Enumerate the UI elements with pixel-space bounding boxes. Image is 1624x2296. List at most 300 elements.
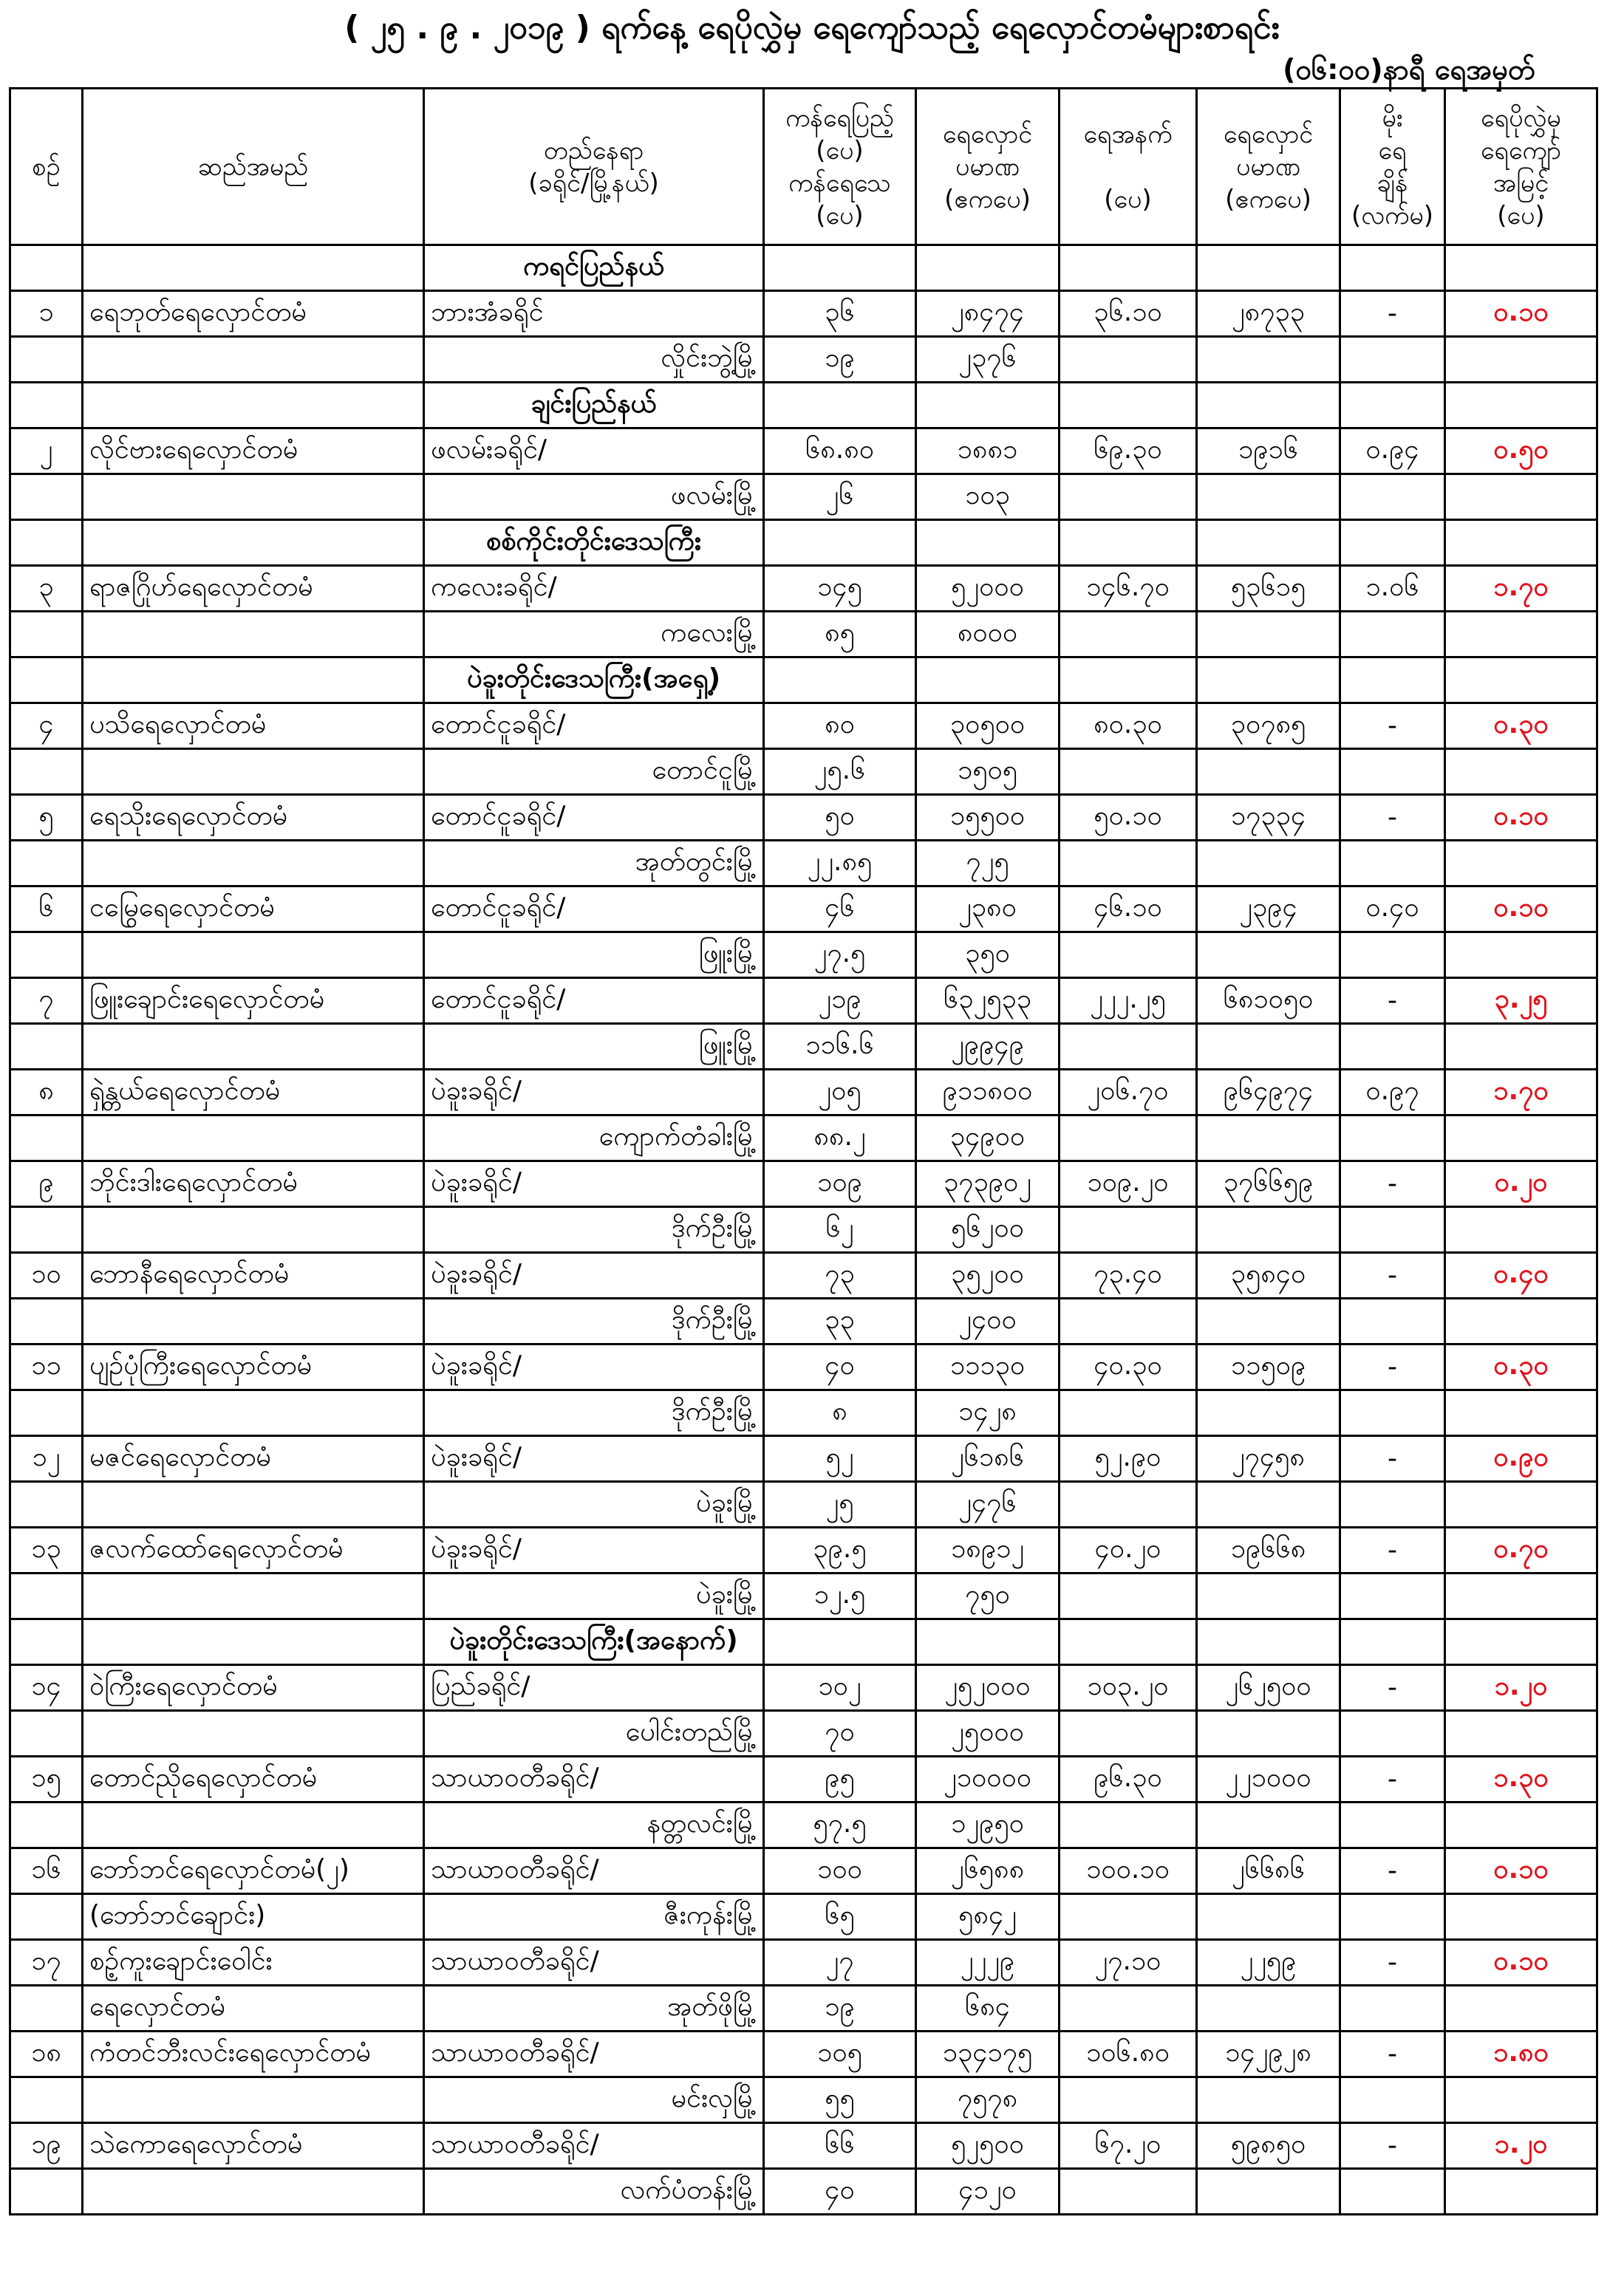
cell-current-volume: ၂၂၁၀၀၀ [1197, 1757, 1340, 1803]
cell-spill-height: ၀.၃၀ [1445, 703, 1597, 749]
cell-dam-name [83, 1024, 424, 1070]
empty-cell [1445, 657, 1597, 703]
cell-location: သာယာဝတီခရိုင်/ [424, 1757, 764, 1803]
empty-cell [83, 1619, 424, 1665]
cell-location: ပဲခူးခရိုင်/ [424, 1161, 764, 1207]
dam-row [10, 566, 1597, 612]
cell-current-level: ၄၆.၁၀ [1060, 886, 1197, 932]
cell-spill-height: ၀.၉၀ [1445, 1436, 1597, 1482]
empty-cell [10, 245, 83, 291]
cell-design-volume: ၄၁၂၀ [916, 2169, 1060, 2215]
cell-rainfall [1340, 1024, 1445, 1070]
cell-no: ၁၆ [10, 1848, 83, 1894]
cell-design-level: ၃၉.၅ [764, 1528, 916, 1574]
cell-rainfall: - [1340, 291, 1445, 337]
cell-dam-name [83, 2077, 424, 2123]
cell-current-volume [1197, 932, 1340, 978]
cell-spill-height [1445, 749, 1597, 795]
cell-design-level: ၂၅ [764, 1482, 916, 1528]
cell-dam-name [83, 337, 424, 383]
empty-cell [1197, 657, 1340, 703]
cell-design-volume: ၃၇၃၉၀၂ [916, 1161, 1060, 1207]
cell-current-volume: ၂၇၄၅၈ [1197, 1436, 1340, 1482]
cell-dam-name: မဇင်ရေလှောင်တမံ [83, 1436, 424, 1482]
table-body [10, 245, 1597, 2215]
empty-cell [10, 520, 83, 566]
cell-design-level: ၁၉ [764, 1986, 916, 2032]
cell-location: ပဲခူးခရိုင်/ [424, 1345, 764, 1390]
cell-spill-height [1445, 612, 1597, 657]
reading-time: (၀၆:၀၀)နာရီ ရေအမှတ် [1283, 53, 1535, 86]
cell-design-volume: ၈၀၀၀ [916, 612, 1060, 657]
cell-rainfall: - [1340, 1528, 1445, 1574]
cell-current-level: ၂၇.၁၀ [1060, 1940, 1197, 1986]
cell-rainfall [1340, 1986, 1445, 2032]
cell-current-level [1060, 474, 1197, 520]
region-header-row [10, 1619, 1597, 1665]
cell-design-volume: ၂၁၀၀၀၀ [916, 1757, 1060, 1803]
header-no: စဉ် [10, 89, 83, 245]
empty-cell [1197, 520, 1340, 566]
cell-design-volume: ၁၄၂၈ [916, 1390, 1060, 1436]
cell-current-volume [1197, 841, 1340, 886]
dam-detail-row [10, 1390, 1597, 1436]
cell-spill-height [1445, 1894, 1597, 1940]
cell-design-level: ၇၃ [764, 1253, 916, 1299]
cell-dam-name [83, 1390, 424, 1436]
cell-current-level: ၈၀.၃၀ [1060, 703, 1197, 749]
cell-current-volume [1197, 1711, 1340, 1757]
cell-design-level: ၁၁၆.၆ [764, 1024, 916, 1070]
cell-current-volume: ၂၂၅၉ [1197, 1940, 1340, 1986]
cell-rainfall: - [1340, 1665, 1445, 1711]
table-header [10, 89, 1597, 245]
cell-current-level: ၁၀၆.၈၀ [1060, 2032, 1197, 2077]
cell-no [10, 1024, 83, 1070]
cell-no [10, 474, 83, 520]
cell-current-volume [1197, 1115, 1340, 1161]
cell-no [10, 1894, 83, 1940]
cell-spill-height [1445, 932, 1597, 978]
cell-design-volume: ၂၆၅၈၈ [916, 1848, 1060, 1894]
dam-detail-row [10, 841, 1597, 886]
cell-current-level: ၂၂၂.၂၅ [1060, 978, 1197, 1024]
cell-no [10, 841, 83, 886]
cell-current-level [1060, 1574, 1197, 1619]
cell-spill-height: ၁.၇၀ [1445, 566, 1597, 612]
cell-no: ၁ [10, 291, 83, 337]
cell-rainfall: ၀.၉၄ [1340, 428, 1445, 474]
cell-no: ၁၇ [10, 1940, 83, 1986]
cell-design-volume: ၃၀၅၀၀ [916, 703, 1060, 749]
empty-cell [916, 520, 1060, 566]
cell-dam-name [83, 1115, 424, 1161]
cell-current-level [1060, 1024, 1197, 1070]
cell-current-volume: ၃၀၇၈၅ [1197, 703, 1340, 749]
cell-dam-name [83, 749, 424, 795]
cell-current-volume: ၂၈၇၃၃ [1197, 291, 1340, 337]
empty-cell [1060, 383, 1197, 428]
cell-rainfall [1340, 612, 1445, 657]
cell-design-volume: ၃၅၂၀၀ [916, 1253, 1060, 1299]
empty-cell [1445, 520, 1597, 566]
cell-dam-name [83, 2169, 424, 2215]
cell-rainfall [1340, 932, 1445, 978]
empty-cell [10, 383, 83, 428]
cell-dam-name: ငမြွေရေလှောင်တမံ [83, 886, 424, 932]
cell-no [10, 612, 83, 657]
cell-current-volume [1197, 1894, 1340, 1940]
cell-location: ဖြူးမြို့ [424, 932, 764, 978]
cell-rainfall [1340, 841, 1445, 886]
region-name: ပဲခူးတိုင်းဒေသကြီး(အရှေ့) [424, 657, 764, 703]
cell-design-volume: ၅၂၅၀၀ [916, 2123, 1060, 2169]
cell-rainfall: ၀.၉၇ [1340, 1070, 1445, 1115]
cell-location: ဘားအံခရိုင် [424, 291, 764, 337]
cell-design-volume: ၂၂၂၉ [916, 1940, 1060, 1986]
cell-design-volume: ၁၈၉၁၂ [916, 1528, 1060, 1574]
cell-design-level: ၁၀၂ [764, 1665, 916, 1711]
cell-dam-name: တောင်ညိုရေလှောင်တမံ [83, 1757, 424, 1803]
cell-no [10, 1482, 83, 1528]
dam-detail-row [10, 1803, 1597, 1848]
cell-current-volume: ၁၁၅၀၉ [1197, 1345, 1340, 1390]
empty-cell [916, 245, 1060, 291]
dam-row [10, 1940, 1597, 1986]
cell-dam-name [83, 1482, 424, 1528]
cell-design-level: ၃၃ [764, 1299, 916, 1345]
dam-detail-row [10, 1574, 1597, 1619]
dam-detail-row [10, 2077, 1597, 2123]
cell-design-volume: ၁၁၁၃၀ [916, 1345, 1060, 1390]
region-header-row [10, 657, 1597, 703]
cell-design-volume: ၇၅၇၈ [916, 2077, 1060, 2123]
dam-row [10, 2032, 1597, 2077]
cell-dam-name: (ဘော်ဘင်ချောင်း) [83, 1894, 424, 1940]
region-name: ပဲခူးတိုင်းဒေသကြီး(အနောက်) [424, 1619, 764, 1665]
cell-design-volume: ၉၁၁၈၀၀ [916, 1070, 1060, 1115]
cell-rainfall [1340, 1482, 1445, 1528]
cell-dam-name [83, 612, 424, 657]
dam-row [10, 703, 1597, 749]
dam-detail-row [10, 337, 1597, 383]
cell-design-volume: ၁၈၈၁ [916, 428, 1060, 474]
cell-design-level: ၄၆ [764, 886, 916, 932]
cell-current-level: ၄၀.၂၀ [1060, 1528, 1197, 1574]
dam-detail-row [10, 1299, 1597, 1345]
cell-no [10, 1115, 83, 1161]
cell-spill-height [1445, 1390, 1597, 1436]
cell-design-level: ၄၀ [764, 1345, 916, 1390]
cell-dam-name: ဝဲကြီးရေလှောင်တမံ [83, 1665, 424, 1711]
empty-cell [764, 245, 916, 291]
cell-location: ပဲခူးခရိုင်/ [424, 1253, 764, 1299]
empty-cell [1060, 520, 1197, 566]
dam-row [10, 291, 1597, 337]
cell-current-volume: ၂၃၉၄ [1197, 886, 1340, 932]
dam-row [10, 1665, 1597, 1711]
reservoir-table [9, 87, 1598, 2215]
cell-current-level [1060, 749, 1197, 795]
dam-row [10, 1757, 1597, 1803]
cell-design-volume: ၂၆၁၈၆ [916, 1436, 1060, 1482]
cell-current-level [1060, 1711, 1197, 1757]
cell-rainfall [1340, 1207, 1445, 1253]
cell-rainfall [1340, 1894, 1445, 1940]
dam-detail-row [10, 1207, 1597, 1253]
cell-current-level: ၆၉.၃၀ [1060, 428, 1197, 474]
cell-spill-height: ၁.၈၀ [1445, 2032, 1597, 2077]
cell-current-volume [1197, 612, 1340, 657]
cell-dam-name: ပျဉ်ပုံကြီးရေလှောင်တမံ [83, 1345, 424, 1390]
cell-dam-name: ရေသိုးရေလှောင်တမံ [83, 795, 424, 841]
dam-row [10, 1345, 1597, 1390]
cell-dam-name: ဘိုင်းဒါးရေလှောင်တမံ [83, 1161, 424, 1207]
cell-design-volume: ၆၃၂၅၃၃ [916, 978, 1060, 1024]
dam-detail-row [10, 612, 1597, 657]
cell-spill-height: ၁.၂၀ [1445, 1665, 1597, 1711]
cell-design-level: ၅၀ [764, 795, 916, 841]
cell-location: တောင်ငူခရိုင်/ [424, 703, 764, 749]
cell-no: ၁၈ [10, 2032, 83, 2077]
cell-design-level: ၂၅.၆ [764, 749, 916, 795]
cell-design-level: ၂၆ [764, 474, 916, 520]
empty-cell [916, 383, 1060, 428]
cell-current-level [1060, 612, 1197, 657]
empty-cell [1445, 1619, 1597, 1665]
cell-current-level: ၆၇.၂၀ [1060, 2123, 1197, 2169]
cell-current-level: ၉၆.၃၀ [1060, 1757, 1197, 1803]
cell-current-level [1060, 1115, 1197, 1161]
cell-design-level: ၆၂ [764, 1207, 916, 1253]
region-header-row [10, 383, 1597, 428]
cell-location: ဖြူးမြို့ [424, 1024, 764, 1070]
cell-spill-height: ၀.၇၀ [1445, 1528, 1597, 1574]
header-design-volume: ရေလှောင် ပမာဏ (ဧကပေ) [916, 89, 1060, 245]
cell-location: ပေါင်းတည်မြို့ [424, 1711, 764, 1757]
cell-location: မင်းလှမြို့ [424, 2077, 764, 2123]
cell-current-volume: ၅၉၈၅၀ [1197, 2123, 1340, 2169]
cell-no: ၉ [10, 1161, 83, 1207]
cell-current-volume [1197, 2077, 1340, 2123]
cell-spill-height: ၀.၅၀ [1445, 428, 1597, 474]
cell-current-volume [1197, 1299, 1340, 1345]
cell-design-level: ၃၆ [764, 291, 916, 337]
cell-no: ၅ [10, 795, 83, 841]
dam-detail-row [10, 474, 1597, 520]
dam-row [10, 1528, 1597, 1574]
cell-spill-height [1445, 1803, 1597, 1848]
cell-design-volume: ၂၅၀၀၀ [916, 1711, 1060, 1757]
cell-spill-height [1445, 1024, 1597, 1070]
empty-cell [83, 520, 424, 566]
cell-design-volume: ၁၅၀၅ [916, 749, 1060, 795]
cell-design-volume: ၂၄၀၀ [916, 1299, 1060, 1345]
cell-design-volume: ၅၂၀၀၀ [916, 566, 1060, 612]
dam-detail-row [10, 1482, 1597, 1528]
cell-design-level: ၂၇.၅ [764, 932, 916, 978]
cell-rainfall [1340, 474, 1445, 520]
cell-current-volume [1197, 1574, 1340, 1619]
cell-location: ဒိုက်ဦးမြို့ [424, 1299, 764, 1345]
cell-location: ဒိုက်ဦးမြို့ [424, 1390, 764, 1436]
cell-spill-height [1445, 337, 1597, 383]
cell-spill-height: ၃.၂၅ [1445, 978, 1597, 1024]
empty-cell [1197, 245, 1340, 291]
dam-detail-row [10, 2169, 1597, 2215]
cell-rainfall [1340, 1299, 1445, 1345]
empty-cell [83, 383, 424, 428]
cell-no: ၆ [10, 886, 83, 932]
cell-design-volume: ၂၃၈၀ [916, 886, 1060, 932]
cell-no: ၇ [10, 978, 83, 1024]
dam-detail-row [10, 1711, 1597, 1757]
cell-design-level: ၈၀ [764, 703, 916, 749]
cell-location: ဒိုက်ဦးမြို့ [424, 1207, 764, 1253]
dam-row [10, 978, 1597, 1024]
cell-dam-name: ဘောနီရေလှောင်တမံ [83, 1253, 424, 1299]
cell-spill-height: ၀.၂၀ [1445, 1161, 1597, 1207]
cell-no [10, 1299, 83, 1345]
dam-detail-row [10, 932, 1597, 978]
cell-dam-name: ရေလှောင်တမံ [83, 1986, 424, 2032]
region-name: ကရင်ပြည်နယ် [424, 245, 764, 291]
cell-design-level: ၇၀ [764, 1711, 916, 1757]
cell-design-level: ၄၀ [764, 2169, 916, 2215]
cell-dam-name [83, 1299, 424, 1345]
cell-dam-name: စဥ့်ကူးချောင်းဝေါင်း [83, 1940, 424, 1986]
header-design-level: ကန်ရေပြည့် (ပေ) ကန်ရေသေ (ပေ) [764, 89, 916, 245]
cell-current-volume: ၅၃၆၁၅ [1197, 566, 1340, 612]
dam-row [10, 1848, 1597, 1894]
cell-spill-height [1445, 1986, 1597, 2032]
cell-dam-name [83, 1207, 424, 1253]
cell-location: အုတ်တွင်းမြို့ [424, 841, 764, 886]
cell-location: ပဲခူးခရိုင်/ [424, 1436, 764, 1482]
dam-row [10, 1253, 1597, 1299]
cell-location: ကလေးခရိုင်/ [424, 566, 764, 612]
region-header-row [10, 245, 1597, 291]
cell-location: ဖလမ်းမြို့ [424, 474, 764, 520]
cell-location: ပဲခူးမြို့ [424, 1574, 764, 1619]
cell-no [10, 932, 83, 978]
region-header-row [10, 520, 1597, 566]
empty-cell [83, 245, 424, 291]
cell-current-level [1060, 337, 1197, 383]
cell-current-level: ၁၀၃.၂၀ [1060, 1665, 1197, 1711]
empty-cell [916, 657, 1060, 703]
cell-design-volume: ၂၃၇၆ [916, 337, 1060, 383]
empty-cell [1340, 383, 1445, 428]
cell-no: ၄ [10, 703, 83, 749]
cell-rainfall: - [1340, 1848, 1445, 1894]
cell-current-volume [1197, 1207, 1340, 1253]
cell-design-level: ၈၅ [764, 612, 916, 657]
empty-cell [764, 520, 916, 566]
cell-no [10, 1390, 83, 1436]
empty-cell [10, 1619, 83, 1665]
cell-current-volume [1197, 1024, 1340, 1070]
cell-no [10, 1711, 83, 1757]
cell-spill-height: ၀.၁၀ [1445, 1940, 1597, 1986]
cell-design-level: ၆၆ [764, 2123, 916, 2169]
cell-no [10, 1207, 83, 1253]
cell-rainfall: - [1340, 1253, 1445, 1299]
dam-row [10, 1161, 1597, 1207]
cell-design-volume: ၁၂၉၅၀ [916, 1803, 1060, 1848]
cell-current-level [1060, 1482, 1197, 1528]
cell-design-volume: ၇၅၀ [916, 1574, 1060, 1619]
cell-spill-height [1445, 1299, 1597, 1345]
cell-design-volume: ၅၈၄၂ [916, 1894, 1060, 1940]
cell-dam-name [83, 932, 424, 978]
empty-cell [764, 1619, 916, 1665]
empty-cell [1197, 383, 1340, 428]
cell-design-level: ၅၂ [764, 1436, 916, 1482]
empty-cell [1340, 245, 1445, 291]
cell-current-volume: ၁၉၆၆၈ [1197, 1528, 1340, 1574]
cell-design-level: ၆၈.၈၀ [764, 428, 916, 474]
cell-design-volume: ၆၈၄ [916, 1986, 1060, 2032]
cell-dam-name: ရှဲန္တယ်ရေလှောင်တမံ [83, 1070, 424, 1115]
cell-no [10, 337, 83, 383]
cell-dam-name [83, 474, 424, 520]
dam-detail-row [10, 749, 1597, 795]
cell-no: ၁၅ [10, 1757, 83, 1803]
cell-rainfall [1340, 1390, 1445, 1436]
cell-design-level: ၁၄၅ [764, 566, 916, 612]
cell-dam-name [83, 1803, 424, 1848]
region-name: ချင်းပြည်နယ် [424, 383, 764, 428]
cell-design-level: ၁၉ [764, 337, 916, 383]
cell-current-volume: ၃၅၈၄၀ [1197, 1253, 1340, 1299]
cell-design-level: ၁၀၅ [764, 2032, 916, 2077]
cell-design-level: ၅၅ [764, 2077, 916, 2123]
dam-detail-row [10, 1986, 1597, 2032]
dam-row [10, 428, 1597, 474]
cell-current-volume [1197, 2169, 1340, 2215]
cell-spill-height [1445, 841, 1597, 886]
dam-row [10, 1436, 1597, 1482]
cell-location: လက်ပံတန်းမြို့ [424, 2169, 764, 2215]
empty-cell [1197, 1619, 1340, 1665]
cell-dam-name: ဖြူးချောင်းရေလှောင်တမံ [83, 978, 424, 1024]
cell-design-volume: ၇၂၅ [916, 841, 1060, 886]
cell-current-level [1060, 1803, 1197, 1848]
cell-no [10, 1803, 83, 1848]
cell-no: ၁၂ [10, 1436, 83, 1482]
cell-current-level: ၅၂.၉၀ [1060, 1436, 1197, 1482]
cell-current-level [1060, 2077, 1197, 2123]
cell-rainfall: - [1340, 1436, 1445, 1482]
cell-spill-height: ၁.၂၀ [1445, 2123, 1597, 2169]
cell-current-level: ၄၀.၃၀ [1060, 1345, 1197, 1390]
cell-current-volume: ၃၇၆၆၅၉ [1197, 1161, 1340, 1207]
cell-dam-name: ရေဘုတ်ရေလှောင်တမံ [83, 291, 424, 337]
cell-design-volume: ၂၉၉၄၉ [916, 1024, 1060, 1070]
empty-cell [1060, 657, 1197, 703]
cell-no: ၁၃ [10, 1528, 83, 1574]
empty-cell [764, 383, 916, 428]
cell-current-volume [1197, 1482, 1340, 1528]
dam-detail-row [10, 1024, 1597, 1070]
cell-design-level: ၁၀၉ [764, 1161, 916, 1207]
cell-rainfall: - [1340, 1161, 1445, 1207]
cell-rainfall [1340, 1803, 1445, 1848]
cell-rainfall: ၁.၀၆ [1340, 566, 1445, 612]
cell-current-volume: ၉၆၄၉၇၄ [1197, 1070, 1340, 1115]
cell-location: ကလေးမြို့ [424, 612, 764, 657]
